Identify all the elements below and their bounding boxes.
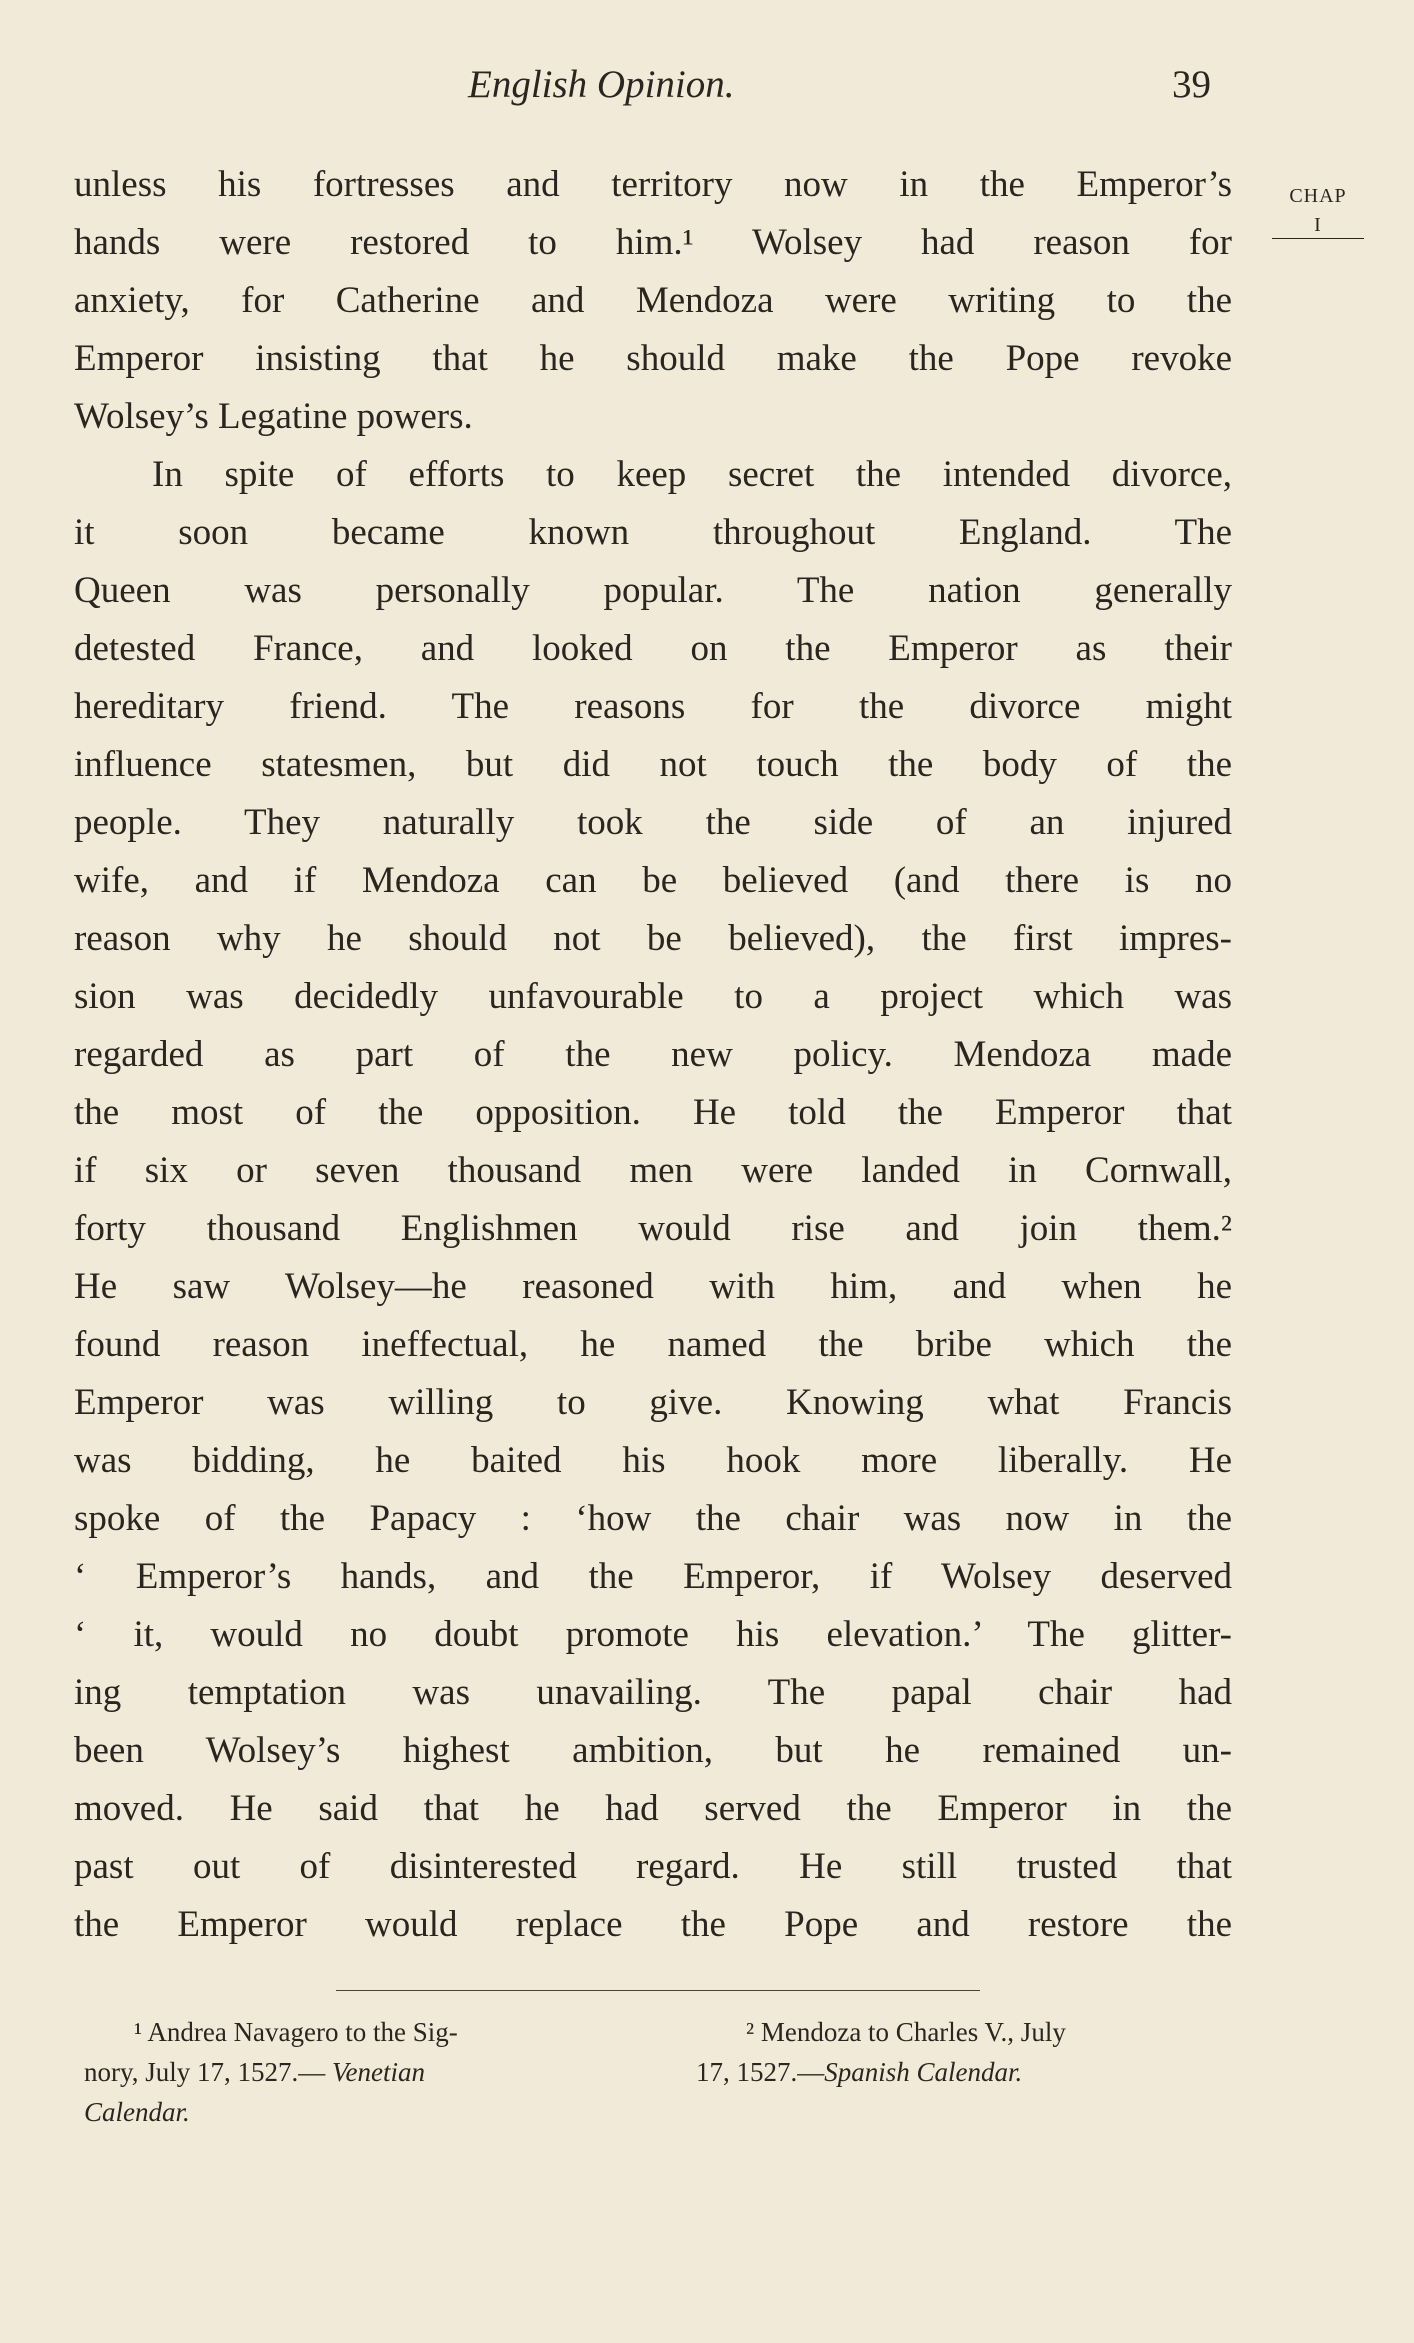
- footnote-source: Spanish Calendar.: [824, 2057, 1023, 2087]
- footnote-source: Calendar.: [84, 2097, 190, 2127]
- text-line: the Emperor would replace the Pope and restore the: [74, 1904, 1232, 1945]
- text-line: detested France, and looked on the Emperor as their: [74, 628, 1232, 669]
- page-number: 39: [1172, 63, 1211, 106]
- footnote-text: 17, 1527.—: [696, 2057, 825, 2087]
- text-line: ‘ it, would no doubt promote his elevation.’ The glitter-: [74, 1614, 1232, 1655]
- footnote-line: [696, 2052, 1256, 2092]
- footnote-1: [84, 2012, 644, 2132]
- text-line: past out of disinterested regard. He still trusted that: [74, 1846, 1232, 1887]
- text-line: spoke of the Papacy : ‘how the chair was now in the: [74, 1498, 1232, 1539]
- running-title: English Opinion.: [468, 63, 735, 106]
- text-line: hereditary friend. The reasons for the divorce might: [74, 686, 1232, 727]
- text-line: Emperor insisting that he should make the Pope revoke: [74, 338, 1232, 379]
- text-line: wife, and if Mendoza can be believed (and there is no: [74, 860, 1232, 901]
- text-line: He saw Wolsey—he reasoned with him, and when he: [74, 1266, 1232, 1307]
- chapter-label: CHAP: [1289, 185, 1347, 207]
- text-line: influence statesmen, but did not touch the body of the: [74, 744, 1232, 785]
- footnote-2: [696, 2012, 1256, 2092]
- text-line: forty thousand Englishmen would rise and join them.²: [74, 1208, 1232, 1249]
- text-line: Wolsey’s Legatine powers.: [74, 396, 473, 437]
- text-line: ing temptation was unavailing. The papal chair had: [74, 1672, 1232, 1713]
- text-line: if six or seven thousand men were landed in Cornwall,: [74, 1150, 1232, 1191]
- text-line: reason why he should not be believed), the first impres-: [74, 918, 1232, 959]
- footnote-line: ¹ Andrea Navagero to the Sig-: [134, 2017, 458, 2047]
- chapter-margin-note: [1272, 178, 1364, 239]
- footnote-line: ² Mendoza to Charles V., July: [746, 2017, 1066, 2047]
- text-line: Queen was personally popular. The nation generally: [74, 570, 1232, 611]
- text-line: Emperor was willing to give. Knowing what Francis: [74, 1382, 1232, 1423]
- text-line: moved. He said that he had served the Emperor in the: [74, 1788, 1232, 1829]
- footnote-source: Venetian: [332, 2057, 425, 2087]
- body-text: [74, 156, 1232, 1954]
- text-line: was bidding, he baited his hook more liberally. He: [74, 1440, 1232, 1481]
- text-line: anxiety, for Catherine and Mendoza were writing to the: [74, 280, 1232, 321]
- text-line: hands were restored to him.¹ Wolsey had reason for: [74, 222, 1232, 263]
- page-header: [0, 62, 1414, 122]
- footnote-line: [84, 2052, 644, 2092]
- chapter-number: I: [1314, 214, 1322, 236]
- text-line: In spite of efforts to keep secret the intended divorce,: [152, 454, 1232, 495]
- text-line: regarded as part of the new policy. Mendoza made: [74, 1034, 1232, 1075]
- text-line: it soon became known throughout England. The: [74, 512, 1232, 553]
- text-line: been Wolsey’s highest ambition, but he remained un-: [74, 1730, 1232, 1771]
- text-line: the most of the opposition. He told the Emperor that: [74, 1092, 1232, 1133]
- text-line: unless his fortresses and territory now in the Emperor’s: [74, 164, 1232, 205]
- text-line: found reason ineffectual, he named the bribe which the: [74, 1324, 1232, 1365]
- footnote-rule: [336, 1990, 980, 1991]
- text-line: ‘ Emperor’s hands, and the Emperor, if Wolsey deserved: [74, 1556, 1232, 1597]
- text-line: sion was decidedly unfavourable to a project which was: [74, 976, 1232, 1017]
- chapter-rule: [1272, 238, 1364, 239]
- footnote-text: nory, July 17, 1527.—: [84, 2057, 332, 2087]
- text-line: people. They naturally took the side of an injured: [74, 802, 1232, 843]
